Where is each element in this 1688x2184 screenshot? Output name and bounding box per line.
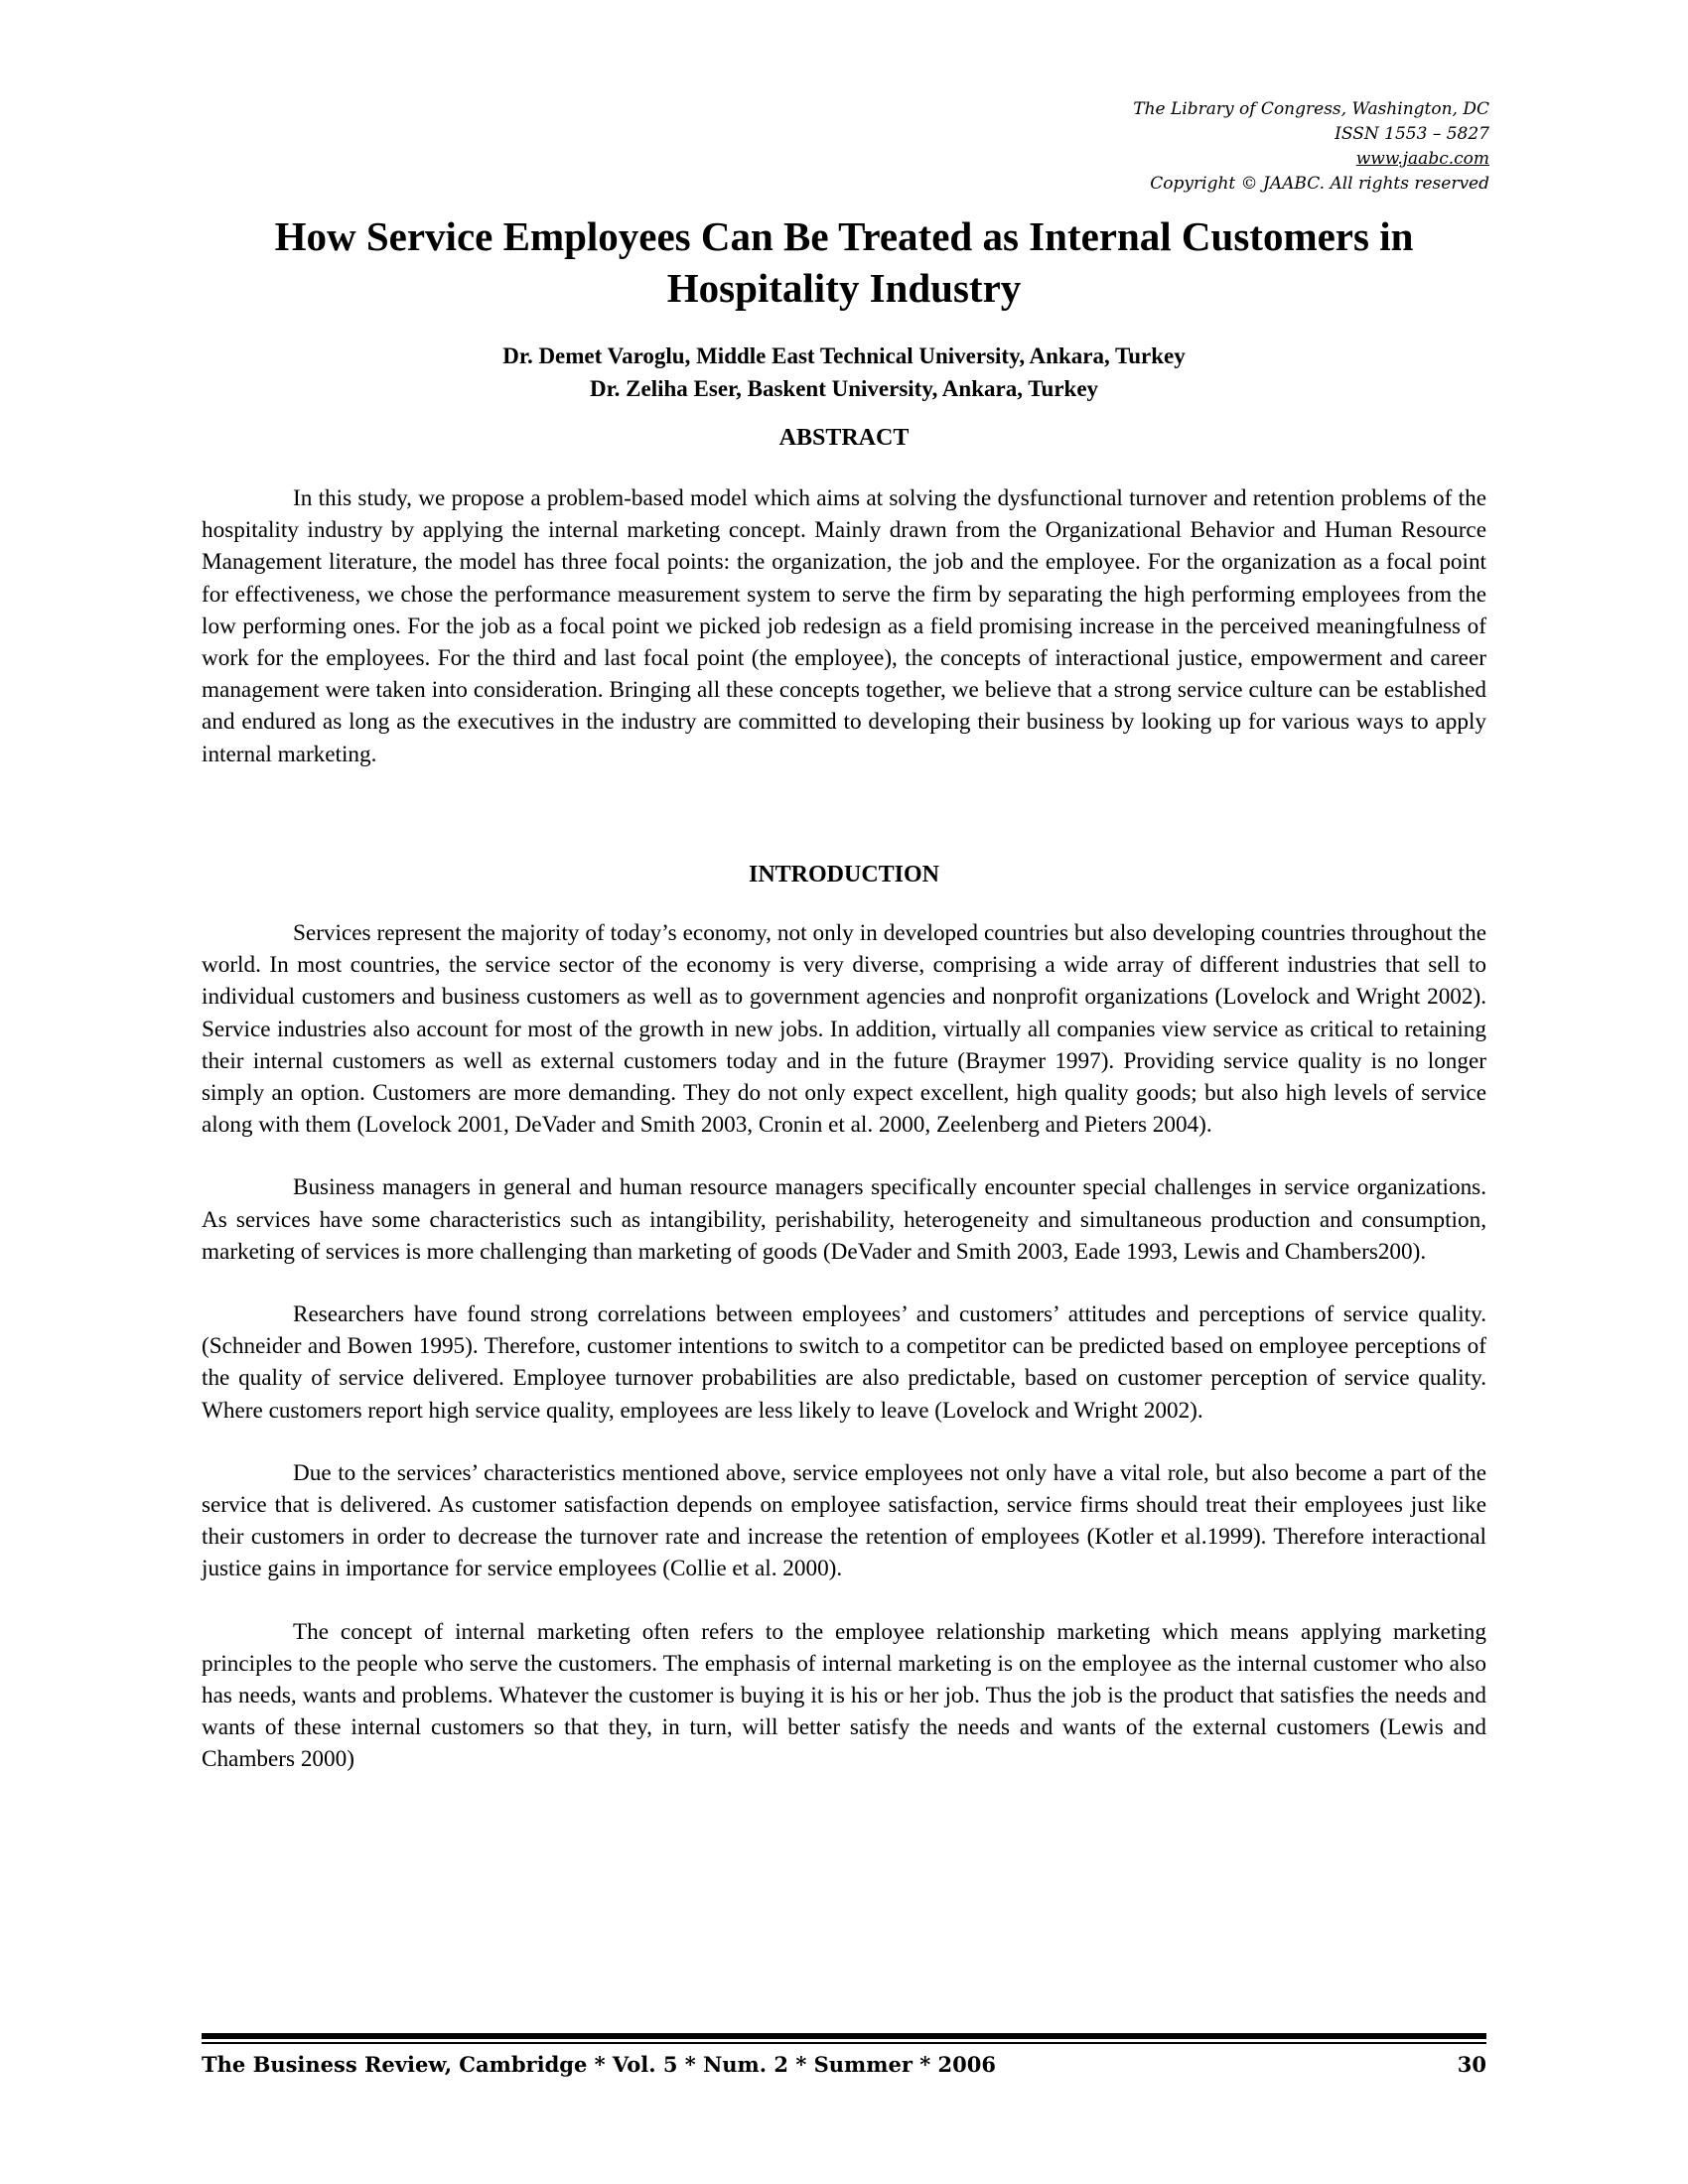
- abstract-heading: ABSTRACT: [778, 425, 910, 451]
- footer-divider-thin: [202, 2042, 1486, 2044]
- intro-paragraph-5: The concept of internal marketing often refers to the employee relationship marketing which means applying marketing principles to the people who serve the customers. The emphasis of internal marketing is on the employee as the internal customer who also has needs, wants and problems. Whatever the customer is buying it is his or her job. Thus the job is the product that satisfies the needs and wants of these internal customers so that they, in turn, will better satisfy the needs and wants of the external customers (Lewis and Chambers 2000): [202, 1618, 1486, 1773]
- introduction-heading: INTRODUCTION: [748, 862, 940, 887]
- publication-info: [894, 97, 1489, 197]
- library-line: The Library of Congress, Washington, DC: [1133, 99, 1489, 119]
- author-2: Dr. Zeliha Eser, Baskent University, Ankara, Turkey: [589, 376, 1099, 401]
- intro-paragraph-2: Business managers in general and human resource managers specifically encounter special challenges in service organizations. As services have some characteristics such as intangibility, perishability, heterogeneity and simultaneous production and consumption, marketing of services is more challenging than marketing of goods (DeVader and Smith 2003, Eade 1993, Lewis and Chambers200).: [202, 1174, 1486, 1265]
- website-link[interactable]: www.jaabc.com: [1355, 149, 1489, 169]
- introduction-body: [202, 917, 1486, 1776]
- author-1: Dr. Demet Varoglu, Middle East Technical University, Ankara, Turkey: [502, 343, 1186, 368]
- copyright-line: Copyright © JAABC. All rights reserved: [1150, 174, 1489, 194]
- journal-citation: The Business Review, Cambridge * Vol. 5 * Num. 2 * Summer * 2006: [202, 2052, 996, 2077]
- footer-divider-thick: [202, 2033, 1486, 2039]
- abstract-paragraph: In this study, we propose a problem-based model which aims at solving the dysfunctional turnover and retention problems of the hospitality industry by applying the internal marketing concept. Mainly drawn from the Organizational Behavior and Human Resource Management literature, the model has three focal points: the organization, the job and the employee. For the organization as a focal point for effectiveness, we chose the performance measurement system to serve the firm by separating the high performing employees from the low performing ones. For the job as a focal point we picked job redesign as a field promising increase in the perceived meaningfulness of work for the employees. For the third and last focal point (the employee), the concepts of interactional justice, empowerment and career management were taken into consideration. Bringing all these concepts together, we believe that a strong service culture can be established and endured as long as the executives in the industry are committed to developing their business by looking up for various ways to apply internal marketing.: [202, 485, 1486, 767]
- issn-line: ISSN 1553 – 5827: [1335, 124, 1489, 144]
- intro-paragraph-4: Due to the services’ characteristics mentioned above, service employees not only have a vital role, but also become a part of the service that is delivered. As customer satisfaction depends on employee satisfaction, service firms should treat their employees just like their customers in order to decrease the turnover rate and increase the retention of employees (Kotler et al.1999). Therefore interactional justice gains in importance for service employees (Collie et al. 2000).: [202, 1459, 1486, 1582]
- author-list: [199, 340, 1489, 405]
- intro-paragraph-3: Researchers have found strong correlations between employees’ and customers’ attitudes and perceptions of service quality. (Schneider and Bowen 1995). Therefore, customer intentions to switch to a competitor can be predicted based on employee perceptions of the quality of service delivered. Employee turnover probabilities are also predictable, based on customer perception of service quality. Where customers report high service quality, employees are less likely to leave (Lovelock and Wright 2002).: [202, 1301, 1486, 1424]
- abstract-body: [202, 482, 1486, 770]
- paper-title: How Service Employees Can Be Treated as Internal Customers in Hospitality Industry: [274, 213, 1414, 311]
- page-number: 30: [1457, 2052, 1486, 2077]
- intro-paragraph-1: Services represent the majority of today’s economy, not only in developed countries but also developing countries throughout the world. In most countries, the service sector of the economy is very diverse, comprising a wide array of different industries that sell to individual customers and business customers as well as to government agencies and nonprofit organizations (Lovelock and Wright 2002). Service industries also account for most of the growth in new jobs. In addition, virtually all companies view service as critical to retaining their internal customers as well as external customers today and in the future (Braymer 1997). Providing service quality is no longer simply an option. Customers are more demanding. They do not only expect excellent, high quality goods; but also high levels of service along with them (Lovelock 2001, DeVader and Smith 2003, Cronin et al. 2000, Zeelenberg and Pieters 2004).: [202, 920, 1486, 1139]
